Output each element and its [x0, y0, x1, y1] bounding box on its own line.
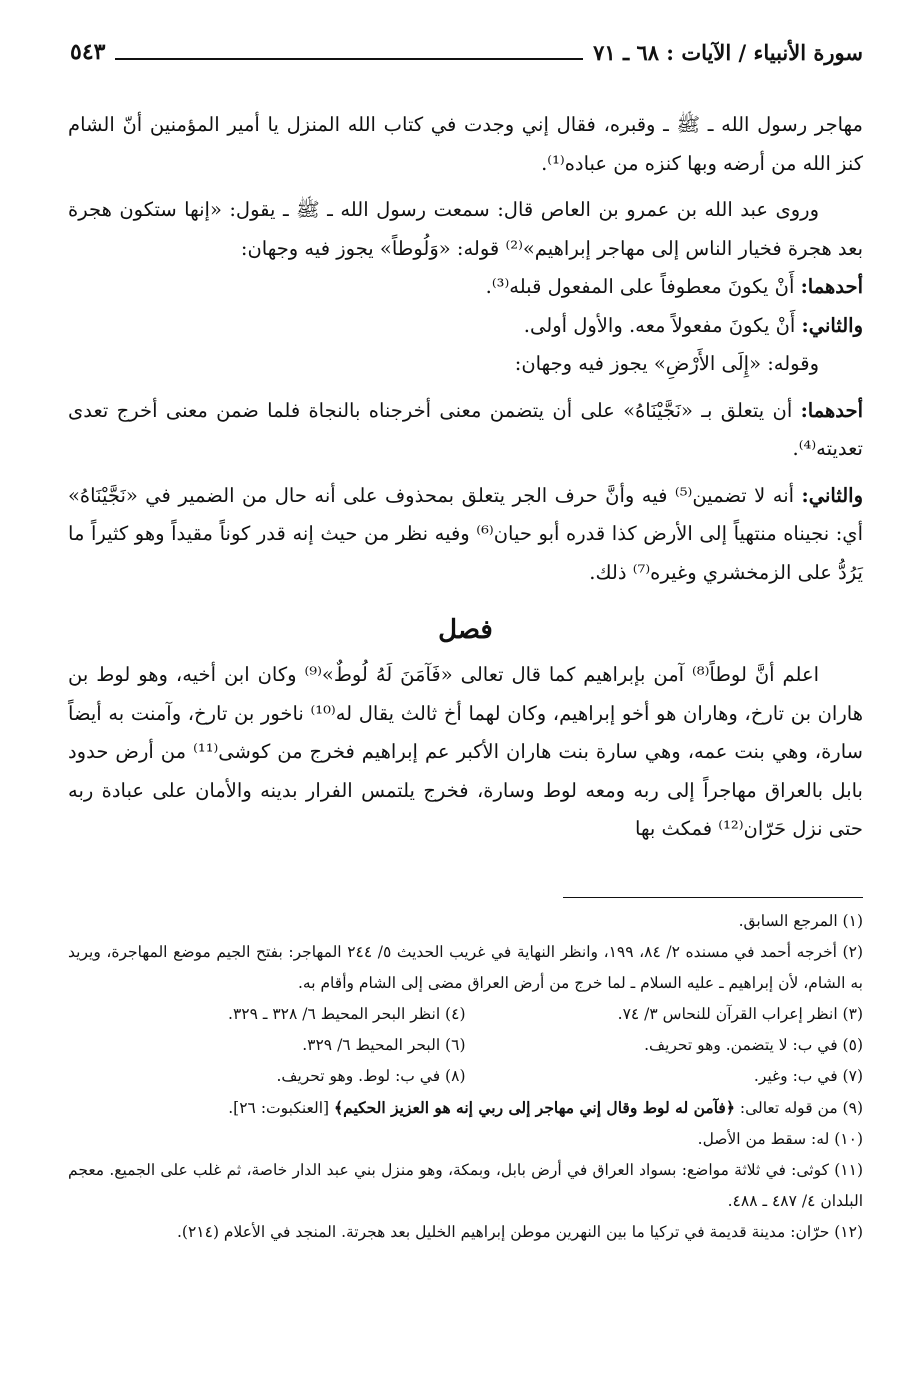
main-text [68, 106, 863, 849]
paragraph-6 [68, 392, 863, 469]
page-header [70, 32, 863, 72]
label-second: والثاني: [801, 313, 863, 337]
footnote-11: (١١) كوثى: في ثلاثة مواضع: بسواد العراق في أرض بابل، وبمكة، وهو منزل بني عبد الدار خاصة، ثم غلب على الجميع. معجم البلدان ٤/ ٤٨٧ ـ ٤٨٨. [68, 1161, 863, 1210]
footnote-9-prefix: (٩) من قوله تعالى: [734, 1099, 863, 1117]
label-second-2: والثاني: [801, 483, 863, 507]
paragraph-2: وروى عبد الله بن عمرو بن العاص قال: سمعت رسول الله ـ ﷺ ـ يقول: «إنها ستكون هجرة بعد هجرة فخيار الناس إلى مهاجر إبراهيم»⁽²⁾ قوله: «وَلُوطاً» يجوز فيه وجهان: [68, 198, 863, 260]
page-number: ٥٤٣ [70, 39, 106, 65]
footnote-1: (١) المرجع السابق. [738, 912, 863, 930]
footnote-row-5-6 [68, 1030, 863, 1061]
label-first-2: أحدهما: [800, 398, 863, 422]
footnote-9-quran: ﴿فآمن له لوط وقال إني مهاجر إلى ربي إنه هو العزيز الحكيم﴾ [334, 1098, 735, 1117]
footnote-4: (٤) انظر البحر المحيط ٦/ ٣٢٨ ـ ٣٢٩. [228, 1005, 466, 1023]
footnote-5: (٥) في ب: لا يتضمن. وهو تحريف. [644, 1036, 863, 1054]
footnote-row-3-4 [68, 999, 863, 1030]
paragraph-4 [68, 307, 863, 346]
footnote-6: (٦) البحر المحيط ٦/ ٣٢٩. [302, 1036, 466, 1054]
paragraph-7 [68, 477, 863, 593]
paragraph-5: وقوله: «إِلَى الأَرْضِ» يجوز فيه وجهان: [514, 352, 819, 375]
footnote-8: (٨) في ب: لوط. وهو تحريف. [276, 1067, 466, 1085]
footnote-9 [68, 1092, 863, 1124]
paragraph-8: اعلم أنَّ لوطاً⁽⁸⁾ آمن بإبراهيم كما قال تعالى «فَآمَنَ لَهُ لُوطٌ»⁽⁹⁾ وكان ابن أخيه، وهو لوط بن هاران بن تارخ، وهاران هو أخو إبراهيم، وكان لهما أخ ثالث يقال له⁽¹⁰⁾ ناخور بن تارخ، وآمنت به أيضاً سارة، وهي بنت عمه، وهي سارة بنت هاران الأكبر عم إبراهيم فخرج من كوشى⁽¹¹⁾ من أرض حدود بابل بالعراق مهاجراً إلى ربه ومعه لوط وسارة، فخرج يلتمس الفرار بدينه والأمان على عبادة ربه حتى نزل حَرّان⁽¹²⁾ فمكث بها [68, 663, 863, 840]
footnotes [68, 906, 863, 1248]
footnote-2: (٢) أخرجه أحمد في مسنده ٢/ ٨٤، ١٩٩، وانظر النهاية في غريب الحديث ٥/ ٢٤٤ المهاجر: بفتح الجيم موضع المهاجرة، ويريد به الشام، لأن إبراهيم ـ عليه السلام ـ لما خرج من أرض العراق مضى إلى الشام وأقام به. [68, 943, 863, 992]
footnote-7: (٧) في ب: وغير. [753, 1067, 863, 1085]
label-first: أحدهما: [800, 275, 863, 298]
section-heading: فصل [438, 615, 493, 645]
footnote-10: (١٠) له: سقط من الأصل. [697, 1130, 863, 1148]
paragraph-6-text: أن يتعلق بـ «نَجَّيْنَاهُ» على أن يتضمن معنى أخرجناه بالنجاة فلما ضمن معنى أخرج تعدى تعديته⁽⁴⁾. [68, 398, 863, 460]
paragraph-3 [68, 268, 863, 307]
footnote-9-suffix: [العنكبوت: ٢٦]. [228, 1099, 335, 1117]
paragraph-3-text: أَنْ يكونَ معطوفاً على المفعول قبله⁽³⁾. [485, 275, 801, 298]
paragraph-4-text: أَنْ يكونَ مفعولاً معه. والأول أولى. [523, 313, 802, 337]
footnote-12: (١٢) حرّان: مدينة قديمة في تركيا ما بين النهرين موطن إبراهيم الخليل بعد هجرتة. المنجد في الأعلام (٢١٤). [176, 1223, 863, 1241]
footnote-3: (٣) انظر إعراب القرآن للنحاس ٣/ ٧٤. [617, 1005, 863, 1023]
paragraph-7-text: أنه لا تضمين⁽⁵⁾ فيه وأنَّ حرف الجر يتعلق بمحذوف على أنه حال من الضمير في «نَجَّيْنَاهُ» أي: نجيناه منتهياً إلى الأرض كذا قدره أبو حيان⁽⁶⁾ وفيه نظر من حيث إنه قدر كوناً مقيداً وهو كثيراً ما يَرُدُّ على الزمخشري وغيره⁽⁷⁾ ذلك. [68, 483, 863, 584]
running-title: سورة الأنبياء / الآيات : ٦٨ ـ ٧١ [593, 39, 863, 65]
header-rule [115, 44, 583, 60]
footnote-separator [563, 897, 863, 898]
footnote-row-7-8 [68, 1061, 863, 1092]
paragraph-1: مهاجر رسول الله ـ ﷺ ـ وقبره، فقال إني وجدت في كتاب الله المنزل يا أمير المؤمنين أنّ الشام كنز الله من أرضه وبها كنزه من عباده⁽¹⁾. [68, 113, 863, 175]
